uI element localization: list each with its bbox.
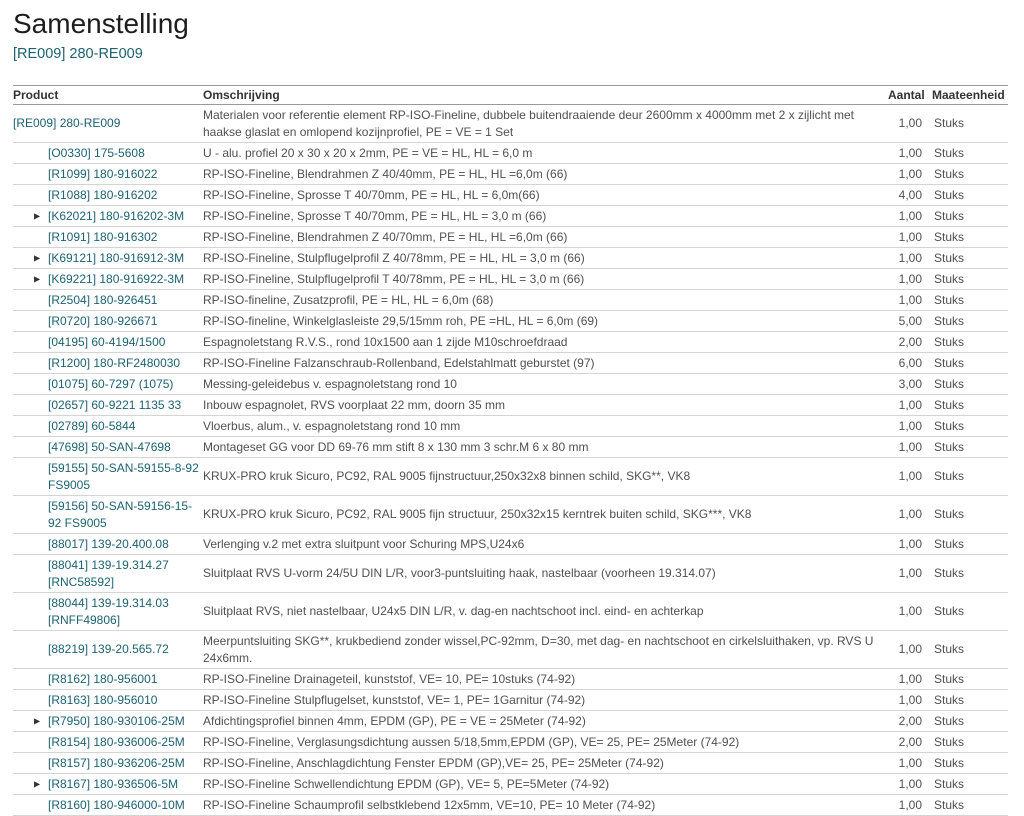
product-cell[interactable] <box>13 353 203 374</box>
quantity-cell: 1,00 <box>888 690 932 711</box>
product-code: [01075] 60-7297 (1075) <box>48 376 174 391</box>
quantity-cell: 2,00 <box>888 711 932 732</box>
unit-cell: Stuks <box>932 164 1008 185</box>
table-body <box>13 105 1008 816</box>
description-cell: RP-ISO-Fineline Drainageteil, kunststof, VE= 10, PE= 10stuks (74-92) <box>203 669 888 690</box>
unit-cell: Stuks <box>932 269 1008 290</box>
description-cell: RP-ISO-Fineline, Verglasungsdichtung aussen 5/18,5mm,EPDM (GP), VE= 25, PE= 25Meter (74-92) <box>203 732 888 753</box>
product-code: [02657] 60-9221 1135 33 <box>48 397 182 412</box>
table-row[interactable] <box>13 496 1008 534</box>
table-row[interactable] <box>13 690 1008 711</box>
product-cell[interactable] <box>13 631 203 669</box>
product-cell[interactable] <box>13 227 203 248</box>
expand-caret-icon[interactable]: ▶ <box>34 211 41 221</box>
product-cell[interactable] <box>13 374 203 395</box>
product-code: [88041] 139-19.314.27 [RNC58592] <box>48 557 169 589</box>
table-row[interactable] <box>13 753 1008 774</box>
quantity-cell: 1,00 <box>888 143 932 164</box>
quantity-cell: 1,00 <box>888 753 932 774</box>
table-row[interactable] <box>13 416 1008 437</box>
unit-cell: Stuks <box>932 311 1008 332</box>
quantity-cell: 1,00 <box>888 227 932 248</box>
page-subtitle: [RE009] 280-RE009 <box>13 46 143 62</box>
product-code: [R0720] 180-926671 <box>48 313 158 328</box>
product-code: [O0330] 175-5608 <box>48 145 145 160</box>
product-code: [R1088] 180-916202 <box>48 187 158 202</box>
quantity-cell: 2,00 <box>888 332 932 353</box>
description-cell: RP-ISO-Fineline Stulpflugelset, kunststof, VE= 1, PE= 1Garnitur (74-92) <box>203 690 888 711</box>
quantity-cell: 1,00 <box>888 534 932 555</box>
product-code: [R1099] 180-916022 <box>48 166 158 181</box>
product-cell[interactable] <box>13 555 203 593</box>
quantity-cell: 1,00 <box>888 669 932 690</box>
description-cell: Afdichtingsprofiel binnen 4mm, EPDM (GP), PE = VE = 25Meter (74-92) <box>203 711 888 732</box>
expand-caret-icon[interactable]: ▶ <box>34 716 41 726</box>
product-code: [88017] 139-20.400.08 <box>48 536 169 551</box>
quantity-cell: 1,00 <box>888 593 932 631</box>
description-cell: RP-ISO-fineline, Winkelglasleiste 29,5/15mm roh, PE =HL, HL = 6,0m (69) <box>203 311 888 332</box>
quantity-cell: 1,00 <box>888 105 932 143</box>
table-row[interactable] <box>13 353 1008 374</box>
table-row[interactable] <box>13 206 1008 227</box>
description-cell: RP-ISO-Fineline, Blendrahmen Z 40/70mm, PE = HL, HL =6,0m (66) <box>203 227 888 248</box>
description-cell: U - alu. profiel 20 x 30 x 20 x 2mm, PE = VE = HL, HL = 6,0 m <box>203 143 888 164</box>
unit-cell: Stuks <box>932 206 1008 227</box>
table-row[interactable] <box>13 143 1008 164</box>
table-row[interactable] <box>13 248 1008 269</box>
quantity-cell: 1,00 <box>888 774 932 795</box>
header-quantity[interactable]: Aantal <box>888 86 932 105</box>
product-cell[interactable] <box>13 753 203 774</box>
table-row[interactable] <box>13 395 1008 416</box>
table-row[interactable] <box>13 374 1008 395</box>
product-code: [R2504] 180-926451 <box>48 292 158 307</box>
table-row[interactable] <box>13 795 1008 816</box>
quantity-cell: 4,00 <box>888 185 932 206</box>
unit-cell: Stuks <box>932 290 1008 311</box>
description-cell: RP-ISO-Fineline, Sprosse T 40/70mm, PE = HL, HL = 3,0 m (66) <box>203 206 888 227</box>
description-cell: Sluitplaat RVS, niet nastelbaar, U24x5 DIN L/R, v. dag-en nachtschoot incl. eind- en achterkap <box>203 593 888 631</box>
unit-cell: Stuks <box>932 631 1008 669</box>
quantity-cell: 1,00 <box>888 496 932 534</box>
quantity-cell: 1,00 <box>888 795 932 816</box>
product-cell[interactable] <box>13 206 203 227</box>
unit-cell: Stuks <box>932 753 1008 774</box>
unit-cell: Stuks <box>932 353 1008 374</box>
header-product[interactable]: Product <box>13 86 203 105</box>
expand-caret-icon[interactable]: ▶ <box>34 779 41 789</box>
quantity-cell: 1,00 <box>888 248 932 269</box>
product-code: [59155] 50-SAN-59155-8-92 FS9005 <box>48 460 199 492</box>
product-cell[interactable] <box>13 795 203 816</box>
description-cell: RP-ISO-Fineline, Stulpflugelprofil Z 40/78mm, PE = HL, HL = 3,0 m (66) <box>203 248 888 269</box>
table-row[interactable] <box>13 227 1008 248</box>
description-cell: Meerpuntsluiting SKG**, krukbediend zonder wissel,PC-92mm, D=30, met dag- en nachtschoot en cirkelsluithaken, vp. RVS U 24x6mm. <box>203 631 888 669</box>
table-row[interactable] <box>13 164 1008 185</box>
product-cell[interactable] <box>13 732 203 753</box>
product-code: [K62021] 180-916202-3M <box>48 208 185 223</box>
product-code: [R8167] 180-936506-5M <box>48 776 179 791</box>
product-code: [02789] 60-5844 <box>48 418 136 433</box>
description-cell: RP-ISO-Fineline, Blendrahmen Z 40/40mm, PE = HL, HL =6,0m (66) <box>203 164 888 185</box>
table-row[interactable] <box>13 437 1008 458</box>
description-cell: Materialen voor referentie element RP-ISO-Fineline, dubbele buitendraaiende deur 2600mm x 4000mm met 2 x zijlicht met haakse glaslat en omlopend kozijnprofiel, PE = VE = 1 Set <box>203 105 888 143</box>
quantity-cell: 1,00 <box>888 631 932 669</box>
product-cell[interactable] <box>13 248 203 269</box>
unit-cell: Stuks <box>932 395 1008 416</box>
unit-cell: Stuks <box>932 143 1008 164</box>
table-row[interactable] <box>13 593 1008 631</box>
unit-cell: Stuks <box>932 534 1008 555</box>
product-code: [R8162] 180-956001 <box>48 671 158 686</box>
description-cell: RP-ISO-Fineline Schaumprofil selbstklebend 12x5mm, VE=10, PE= 10 Meter (74-92) <box>203 795 888 816</box>
product-cell[interactable] <box>13 593 203 631</box>
description-cell: KRUX-PRO kruk Sicuro, PC92, RAL 9005 fijnstructuur,250x32x8 binnen schild, SKG**, VK8 <box>203 458 888 496</box>
product-code: [R1091] 180-916302 <box>48 229 158 244</box>
description-cell: Inbouw espagnolet, RVS voorplaat 22 mm, doorn 35 mm <box>203 395 888 416</box>
unit-cell: Stuks <box>932 496 1008 534</box>
table-row[interactable] <box>13 458 1008 496</box>
table-row[interactable] <box>13 669 1008 690</box>
composition-table <box>13 85 1008 816</box>
unit-cell: Stuks <box>932 185 1008 206</box>
description-cell: RP-ISO-Fineline Schwellendichtung EPDM (GP), VE= 5, PE=5Meter (74-92) <box>203 774 888 795</box>
unit-cell: Stuks <box>932 711 1008 732</box>
description-cell: Sluitplaat RVS U-vorm 24/5U DIN L/R, voor3-puntsluiting haak, nastelbaar (voorheen 19.314.07) <box>203 555 888 593</box>
product-code: [04195] 60-4194/1500 <box>48 334 166 349</box>
quantity-cell: 1,00 <box>888 290 932 311</box>
unit-cell: Stuks <box>932 732 1008 753</box>
unit-cell: Stuks <box>932 593 1008 631</box>
product-code: [R1200] 180-RF2480030 <box>48 355 181 370</box>
unit-cell: Stuks <box>932 416 1008 437</box>
unit-cell: Stuks <box>932 437 1008 458</box>
product-cell[interactable] <box>13 534 203 555</box>
product-code: [K69121] 180-916912-3M <box>48 250 185 265</box>
product-code: [K69221] 180-916922-3M <box>48 271 185 286</box>
unit-cell: Stuks <box>932 248 1008 269</box>
description-cell: Montageset GG voor DD 69-76 mm stift 8 x 130 mm 3 schr.M 6 x 80 mm <box>203 437 888 458</box>
product-cell[interactable] <box>13 496 203 534</box>
table-row[interactable] <box>13 269 1008 290</box>
product-cell[interactable] <box>13 437 203 458</box>
product-code: [59156] 50-SAN-59156-15-92 FS9005 <box>48 498 193 530</box>
product-cell[interactable] <box>13 269 203 290</box>
quantity-cell: 1,00 <box>888 555 932 593</box>
product-cell[interactable] <box>13 290 203 311</box>
quantity-cell: 5,00 <box>888 311 932 332</box>
description-cell: RP-ISO-Fineline, Stulpflugelprofil T 40/78mm, PE = HL, HL = 3,0 m (66) <box>203 269 888 290</box>
unit-cell: Stuks <box>932 774 1008 795</box>
quantity-cell: 2,00 <box>888 732 932 753</box>
header-unit[interactable]: Maateenheid <box>932 86 1008 105</box>
product-code: [47698] 50-SAN-47698 <box>48 439 171 454</box>
product-code: [RE009] 280-RE009 <box>13 116 121 130</box>
product-code: [88219] 139-20.565.72 <box>48 642 169 656</box>
product-cell[interactable] <box>13 311 203 332</box>
description-cell: Verlenging v.2 met extra sluitpunt voor Schuring MPS,U24x6 <box>203 534 888 555</box>
description-cell: Espagnoletstang R.V.S., rond 10x1500 aan 1 zijde M10schroefdraad <box>203 332 888 353</box>
product-cell[interactable] <box>13 105 203 143</box>
table-row[interactable] <box>13 631 1008 669</box>
unit-cell: Stuks <box>932 795 1008 816</box>
unit-cell: Stuks <box>932 669 1008 690</box>
product-code: [R8157] 180-936206-25M <box>48 755 185 770</box>
page-title: Samenstelling <box>13 8 189 39</box>
product-cell[interactable] <box>13 774 203 795</box>
table-row[interactable] <box>13 732 1008 753</box>
quantity-cell: 1,00 <box>888 269 932 290</box>
quantity-cell: 1,00 <box>888 206 932 227</box>
product-code: [R8154] 180-936006-25M <box>48 734 185 749</box>
product-cell[interactable] <box>13 669 203 690</box>
unit-cell: Stuks <box>932 374 1008 395</box>
quantity-cell: 1,00 <box>888 416 932 437</box>
product-cell[interactable] <box>13 185 203 206</box>
table-row[interactable] <box>13 774 1008 795</box>
table-header-row <box>13 86 1008 105</box>
quantity-cell: 3,00 <box>888 374 932 395</box>
product-cell[interactable] <box>13 711 203 732</box>
table-row[interactable] <box>13 711 1008 732</box>
product-code: [R7950] 180-930106-25M <box>48 713 185 728</box>
description-cell: RP-ISO-Fineline, Anschlagdichtung Fenster EPDM (GP),VE= 25, PE= 25Meter (74-92) <box>203 753 888 774</box>
product-cell[interactable] <box>13 416 203 437</box>
description-cell: KRUX-PRO kruk Sicuro, PC92, RAL 9005 fijn structuur, 250x32x15 kerntrek buiten schild, SKG***, VK8 <box>203 496 888 534</box>
quantity-cell: 1,00 <box>888 164 932 185</box>
expand-caret-icon[interactable]: ▶ <box>34 274 41 284</box>
expand-caret-icon[interactable]: ▶ <box>34 253 41 263</box>
table-row[interactable] <box>13 555 1008 593</box>
table-row[interactable] <box>13 332 1008 353</box>
description-cell: RP-ISO-Fineline, Sprosse T 40/70mm, PE = HL, HL = 6,0m(66) <box>203 185 888 206</box>
product-cell[interactable] <box>13 458 203 496</box>
product-cell[interactable] <box>13 143 203 164</box>
table-row[interactable] <box>13 534 1008 555</box>
unit-cell: Stuks <box>932 105 1008 143</box>
table-row[interactable] <box>13 290 1008 311</box>
table-row[interactable] <box>13 105 1008 143</box>
unit-cell: Stuks <box>932 555 1008 593</box>
unit-cell: Stuks <box>932 227 1008 248</box>
product-cell[interactable] <box>13 690 203 711</box>
product-code: [R8160] 180-946000-10M <box>48 797 185 812</box>
quantity-cell: 6,00 <box>888 353 932 374</box>
product-code: [R8163] 180-956010 <box>48 692 158 707</box>
unit-cell: Stuks <box>932 332 1008 353</box>
product-cell[interactable] <box>13 395 203 416</box>
product-cell[interactable] <box>13 332 203 353</box>
unit-cell: Stuks <box>932 458 1008 496</box>
description-cell: RP-ISO-fineline, Zusatzprofil, PE = HL, HL = 6,0m (68) <box>203 290 888 311</box>
table-row[interactable] <box>13 185 1008 206</box>
product-code: [88044] 139-19.314.03 [RNFF49806] <box>48 595 169 627</box>
quantity-cell: 1,00 <box>888 395 932 416</box>
header-description[interactable]: Omschrijving <box>203 86 888 105</box>
unit-cell: Stuks <box>932 690 1008 711</box>
product-cell[interactable] <box>13 164 203 185</box>
quantity-cell: 1,00 <box>888 458 932 496</box>
description-cell: Vloerbus, alum., v. espagnoletstang rond 10 mm <box>203 416 888 437</box>
description-cell: RP-ISO-Fineline Falzanschraub-Rollenband, Edelstahlmatt geburstet (97) <box>203 353 888 374</box>
quantity-cell: 1,00 <box>888 437 932 458</box>
table-row[interactable] <box>13 311 1008 332</box>
description-cell: Messing-geleidebus v. espagnoletstang rond 10 <box>203 374 888 395</box>
